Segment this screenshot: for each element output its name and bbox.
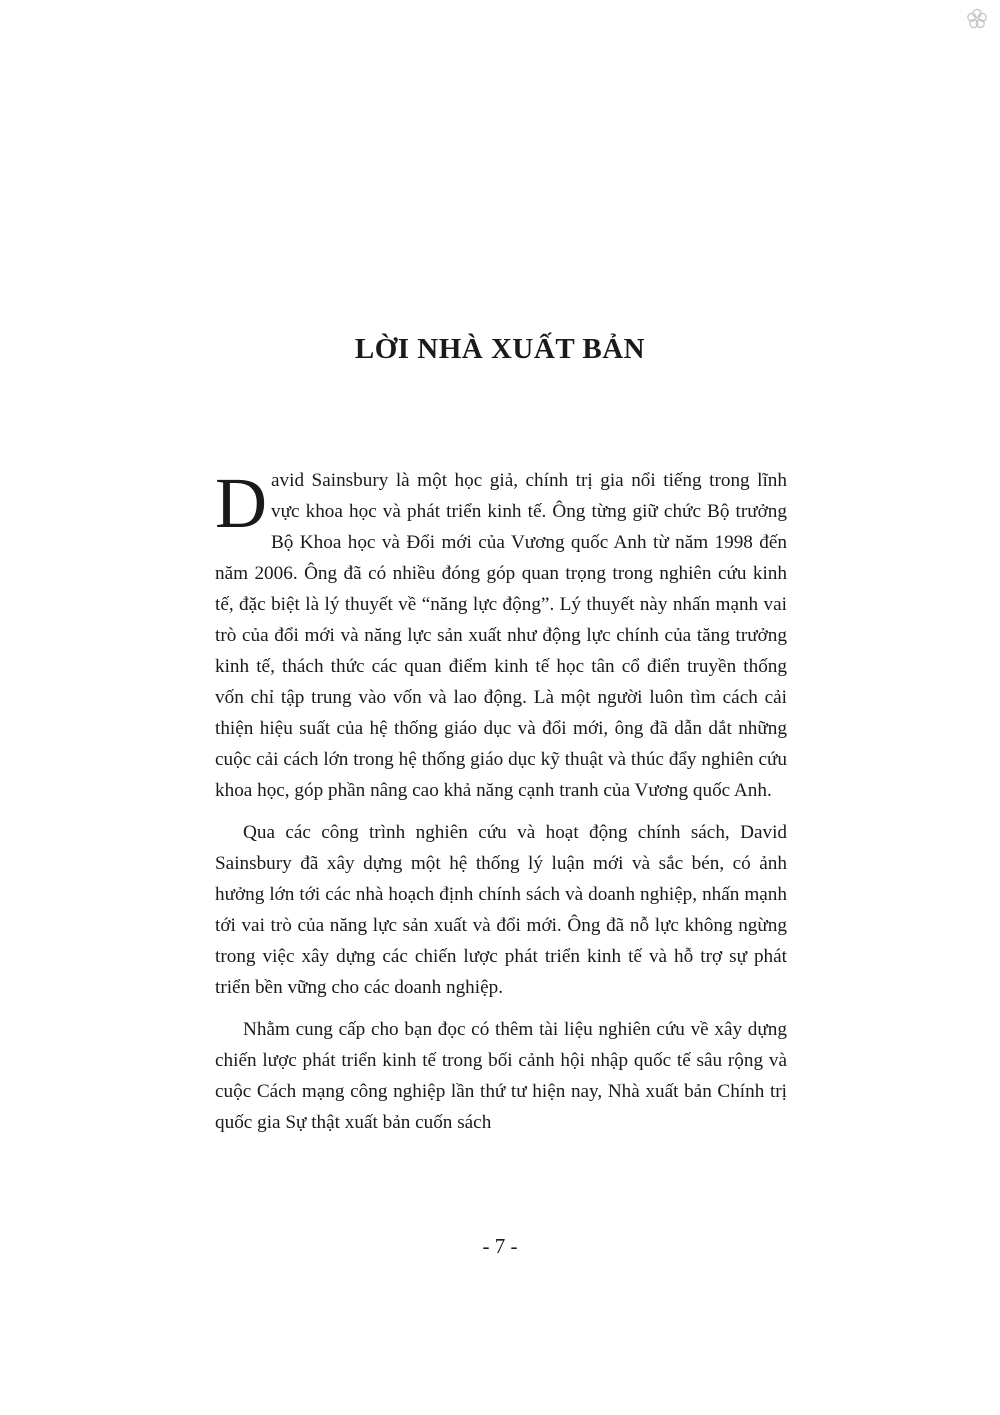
flower-icon [966,8,988,30]
page-title: LỜI NHÀ XUẤT BẢN [354,333,646,365]
paragraph-1 [215,465,787,806]
paragraph-2: Qua các công trình nghiên cứu và hoạt động chính sách, David Sainsbury đã xây dựng một hệ thống lý luận mới và sắc bén, có ảnh hưởng lớn tới các nhà hoạch định chính sách và doanh nghiệp, nhấn mạnh tới vai trò của năng lực sản xuất và đổi mới. Ông đã nỗ lực không ngừng trong việc xây dựng các chiến lược phát triển kinh tế và hỗ trợ sự phát triển bền vững cho các doanh nghiệp. [215,822,787,998]
body-text [215,465,787,1149]
drop-cap: D [215,463,267,543]
paragraph-1-text: avid Sainsbury là một học giả, chính trị gia nổi tiếng trong lĩnh vực khoa học và phát triển kinh tế. Ông từng giữ chức Bộ trưởng Bộ Khoa học và Đổi mới của Vương quốc Anh từ năm 1998 đến năm 2006. Ông đã có nhiều đóng góp quan trọng trong nghiên cứu kinh tế, đặc biệt là lý thuyết về “năng lực động”. Lý thuyết này nhấn mạnh vai trò của đổi mới và năng lực sản xuất như động lực chính của tăng trưởng kinh tế, thách thức các quan điểm kinh tế học tân cổ điển truyền thống vốn chỉ tập trung vào vốn và lao động. Là một người luôn tìm cách cải thiện hiệu suất của hệ thống giáo dục và đổi mới, ông đã dẫn dắt những cuộc cải cách lớn trong hệ thống giáo dục kỹ thuật và thúc đẩy nghiên cứu khoa học, góp phần nâng cao khả năng cạnh tranh của Vương quốc Anh. [215,470,787,801]
paragraph-3: Nhằm cung cấp cho bạn đọc có thêm tài liệu nghiên cứu về xây dựng chiến lược phát triển kinh tế trong bối cảnh hội nhập quốc tế sâu rộng và cuộc Cách mạng công nghiệp lần thứ tư hiện nay, Nhà xuất bản Chính trị quốc gia Sự thật xuất bản cuốn sách [215,1019,787,1133]
page-number: - 7 - [482,1234,518,1258]
